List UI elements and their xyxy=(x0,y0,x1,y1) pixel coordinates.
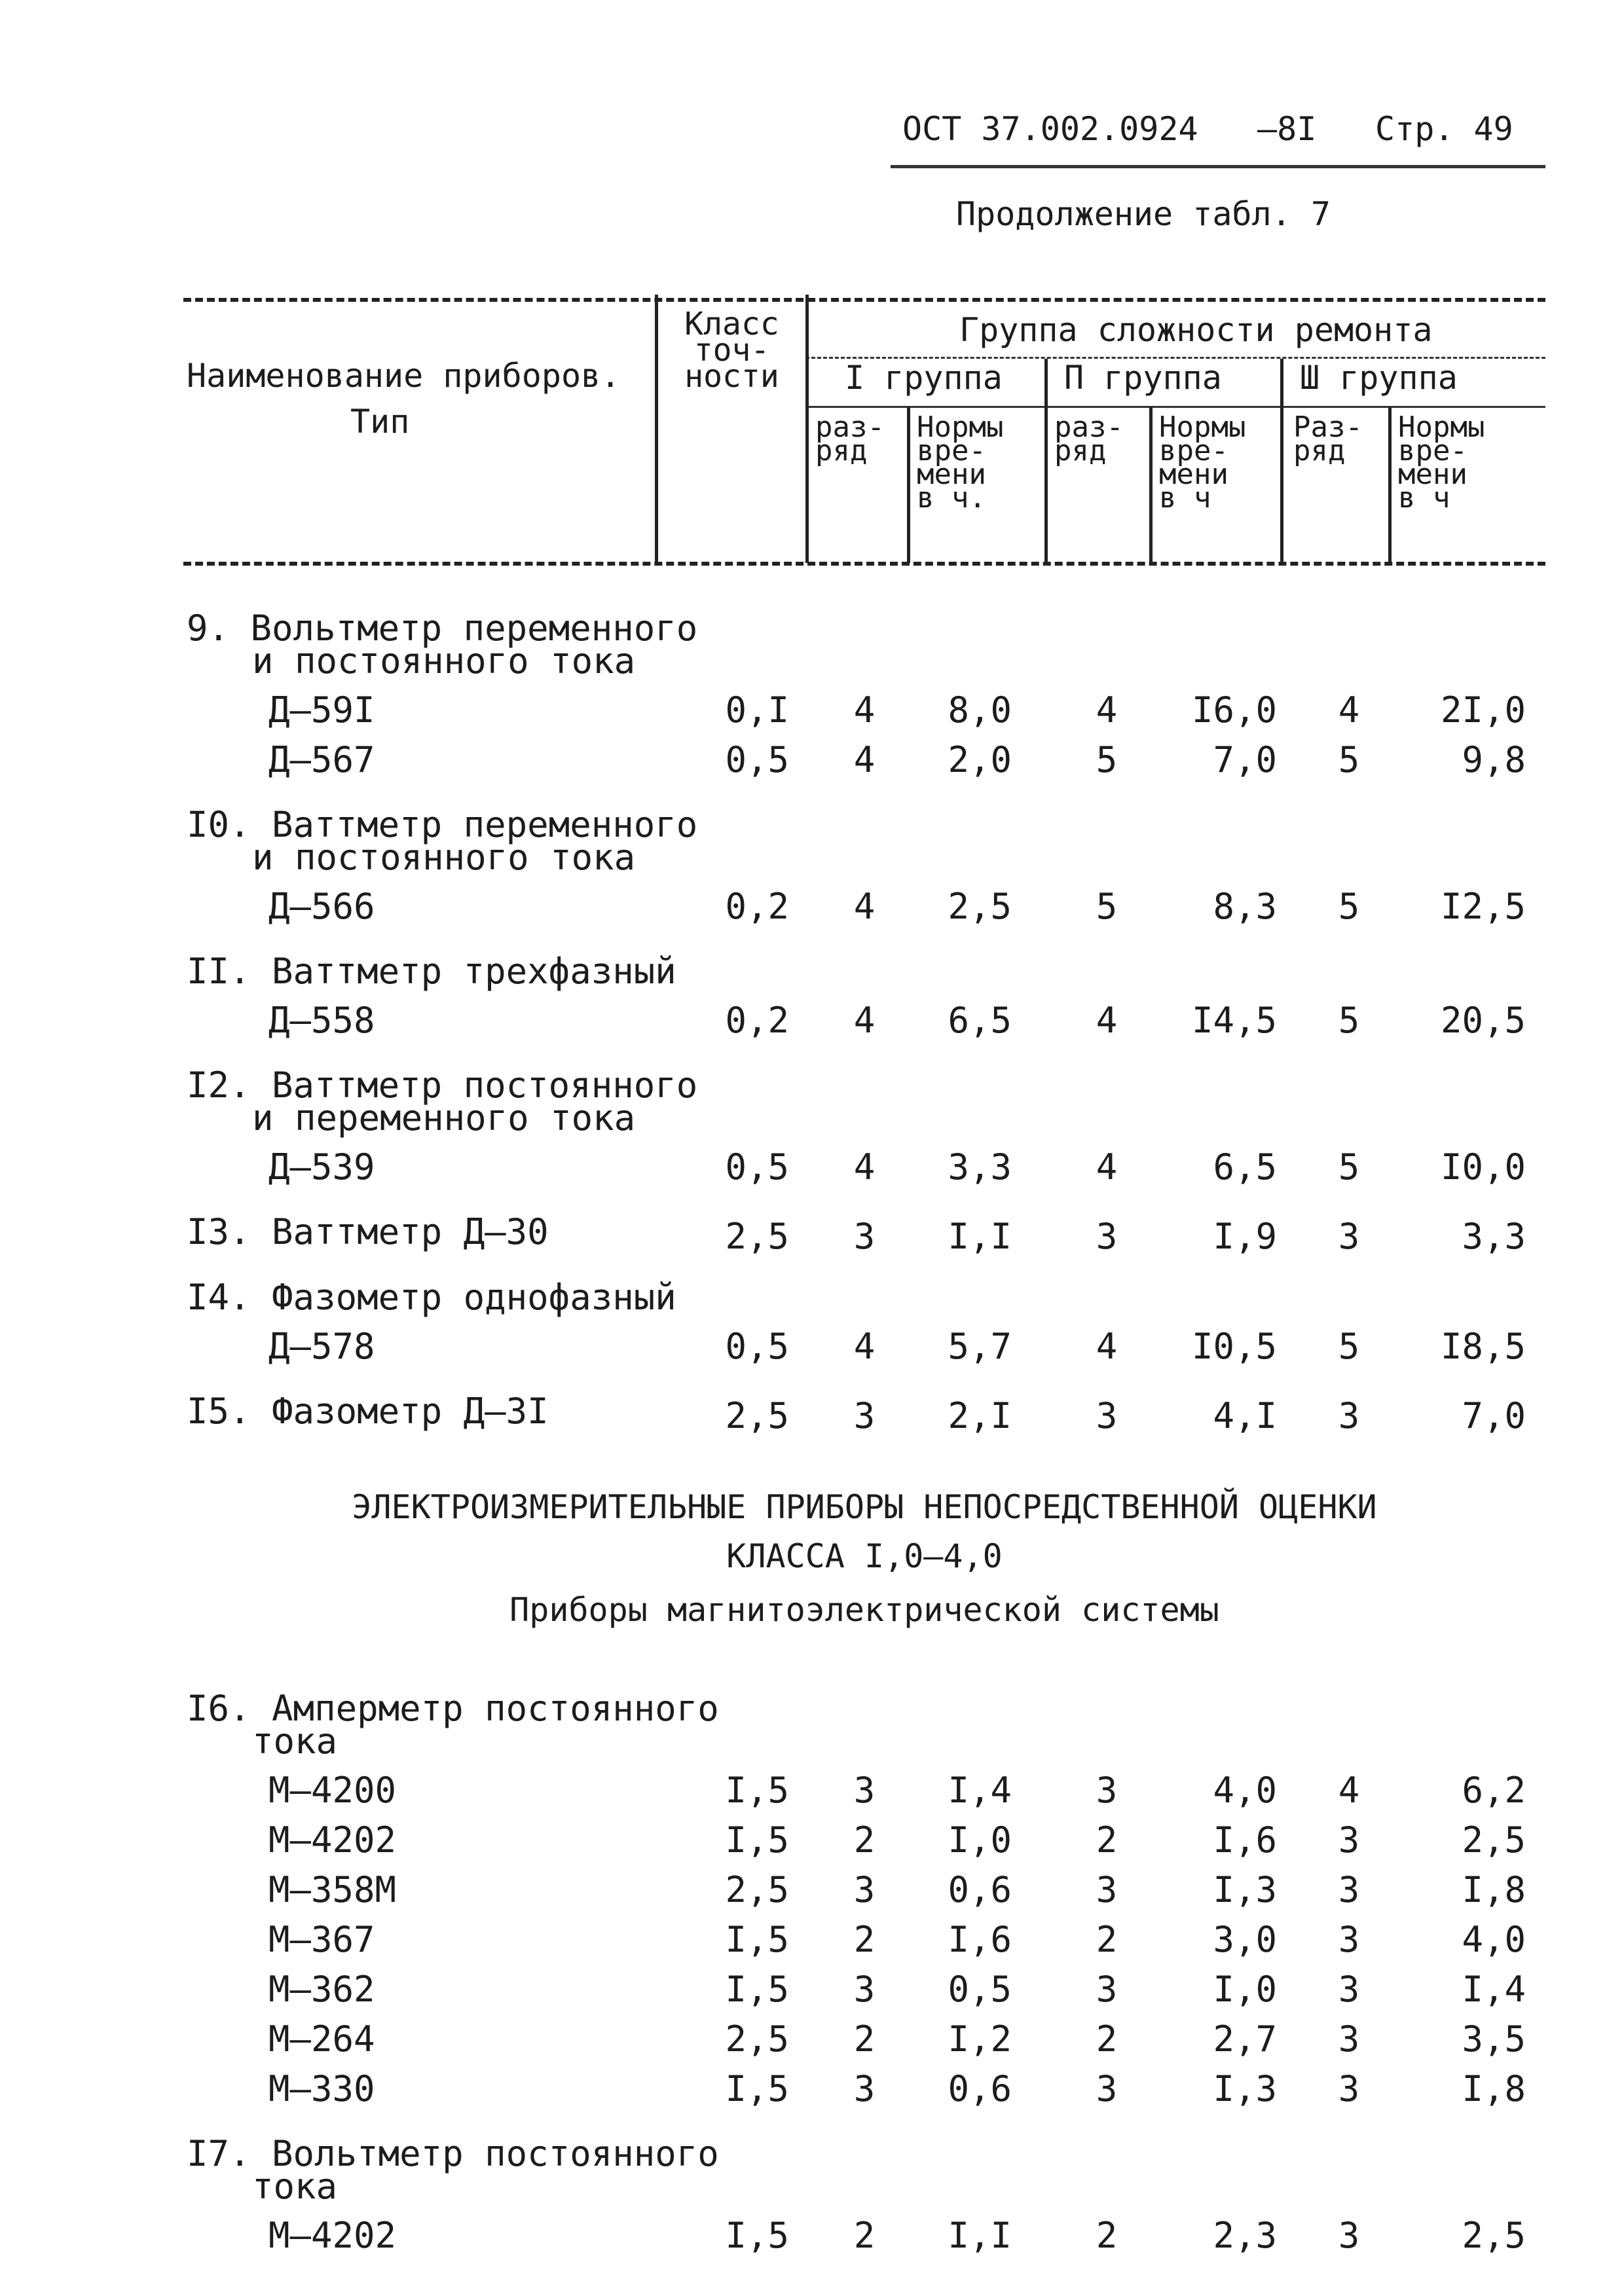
row-grade-2: 4 xyxy=(1096,1146,1118,1188)
row-grade-2: 3 xyxy=(1096,1969,1118,2010)
row-norm-3: 2I,0 xyxy=(1440,689,1526,731)
row-grade-1: 3 xyxy=(853,2068,876,2109)
row-norm-1: I,I xyxy=(948,2215,1012,2256)
row-type: М–264 xyxy=(268,2018,375,2060)
row-grade-3: 5 xyxy=(1338,739,1360,780)
row-grade-3: 3 xyxy=(1338,1919,1360,1960)
row-grade-3: 3 xyxy=(1338,1819,1360,1861)
row-grade-1: 3 xyxy=(853,1869,876,1910)
row-accuracy: 0,5 xyxy=(725,1146,789,1188)
row-type: М–362 xyxy=(268,1969,375,2010)
row-accuracy: I,5 xyxy=(725,1919,789,1960)
row-grade-3: 3 xyxy=(1338,2068,1360,2109)
row-norm-1: 2,I xyxy=(948,1395,1012,1436)
row-norm-1: I,2 xyxy=(948,2018,1012,2060)
row-norm-3: I,4 xyxy=(1462,1969,1526,2010)
row-grade-3: 3 xyxy=(1338,1395,1360,1436)
row-norm-2: I0,5 xyxy=(1191,1326,1277,1367)
row-norm-3: I0,0 xyxy=(1440,1146,1526,1188)
item-title: I0. Ваттметр переменного xyxy=(187,804,698,845)
row-grade-2: 4 xyxy=(1096,1326,1118,1367)
row-norm-2: I,0 xyxy=(1213,1969,1277,2010)
row-norm-1: 0,6 xyxy=(948,2068,1012,2109)
row-grade-2: 4 xyxy=(1096,1000,1118,1041)
col-header-grade-2: раз- ряд xyxy=(1054,410,1124,467)
row-grade-3: 3 xyxy=(1338,1869,1360,1910)
item-title: тока xyxy=(252,2166,338,2207)
row-type: Д–59I xyxy=(268,689,375,731)
col-header-group-2: П группа xyxy=(1064,359,1222,397)
standard-number: ОСТ 37.002.0924 xyxy=(902,110,1198,148)
item-title: I4. Фазометр однофазный xyxy=(187,1277,676,1318)
row-norm-2: 3,0 xyxy=(1213,1919,1277,1960)
row-grade-2: 3 xyxy=(1096,2068,1118,2109)
col-header-type: Тип xyxy=(350,403,410,441)
row-norm-2: I6,0 xyxy=(1191,689,1277,731)
item-title: I7. Вольтметр постоянного xyxy=(187,2133,719,2174)
col-header-group-1: I группа xyxy=(845,359,1003,397)
row-grade-3: 4 xyxy=(1338,1770,1360,1811)
row-accuracy: 0,5 xyxy=(725,1326,789,1367)
row-norm-1: I,6 xyxy=(948,1919,1012,1960)
row-norm-3: 2,5 xyxy=(1462,2215,1526,2256)
row-type: М–4202 xyxy=(268,1819,397,1861)
header-bottom-rule xyxy=(183,562,1545,566)
row-grade-3: 3 xyxy=(1338,1969,1360,2010)
item-title: I3. Ваттметр Д–30 xyxy=(187,1211,549,1252)
row-norm-2: I,9 xyxy=(1213,1216,1277,1257)
row-norm-3: 3,5 xyxy=(1462,2018,1526,2060)
row-norm-1: I,I xyxy=(948,1216,1012,1257)
row-grade-2: 2 xyxy=(1096,1919,1118,1960)
row-grade-1: 4 xyxy=(853,886,876,927)
col-header-group-3: Ш группа xyxy=(1300,359,1458,397)
row-norm-2: 6,5 xyxy=(1213,1146,1277,1188)
item-title: и постоянного тока xyxy=(252,837,636,878)
row-type: М–330 xyxy=(268,2068,375,2109)
item-title: и переменного тока xyxy=(252,1097,636,1139)
item-title: 9. Вольтметр переменного xyxy=(187,608,698,649)
row-norm-2: 2,7 xyxy=(1213,2018,1277,2060)
row-norm-2: 7,0 xyxy=(1213,739,1277,780)
col-sep-g2-norm xyxy=(1149,407,1153,563)
row-norm-1: 0,5 xyxy=(948,1969,1012,2010)
row-norm-3: 7,0 xyxy=(1462,1395,1526,1436)
col-sep-g2 xyxy=(1044,359,1048,563)
row-accuracy: I,5 xyxy=(725,1770,789,1811)
row-norm-3: I8,5 xyxy=(1440,1326,1526,1367)
header-top-rule xyxy=(183,298,1545,302)
col-header-norm-1: Нормы вре- мени в ч. xyxy=(917,410,1004,515)
row-norm-1: I,0 xyxy=(948,1819,1012,1861)
row-norm-2: I,3 xyxy=(1213,2068,1277,2109)
row-grade-1: 4 xyxy=(853,1000,876,1041)
row-norm-3: 6,2 xyxy=(1462,1770,1526,1811)
item-title: I6. Амперметр постоянного xyxy=(187,1688,719,1729)
row-grade-3: 3 xyxy=(1338,1216,1360,1257)
item-title: тока xyxy=(252,1721,338,1762)
row-grade-1: 4 xyxy=(853,739,876,780)
row-norm-1: 2,0 xyxy=(948,739,1012,780)
row-grade-2: 4 xyxy=(1096,689,1118,731)
row-type: М–358М xyxy=(268,1869,397,1910)
table-caption: Продолжение табл. 7 xyxy=(956,195,1331,233)
row-grade-1: 4 xyxy=(853,1326,876,1367)
row-grade-1: 2 xyxy=(853,2215,876,2256)
row-accuracy: 2,5 xyxy=(725,1395,789,1436)
row-accuracy: 2,5 xyxy=(725,1869,789,1910)
row-grade-1: 2 xyxy=(853,2018,876,2060)
row-accuracy: I,5 xyxy=(725,2215,789,2256)
row-grade-3: 5 xyxy=(1338,1326,1360,1367)
row-grade-2: 2 xyxy=(1096,1819,1118,1861)
row-grade-1: 3 xyxy=(853,1770,876,1811)
row-norm-1: 6,5 xyxy=(948,1000,1012,1041)
row-grade-1: 3 xyxy=(853,1216,876,1257)
row-grade-2: 2 xyxy=(1096,2215,1118,2256)
row-norm-2: 2,3 xyxy=(1213,2215,1277,2256)
row-grade-3: 3 xyxy=(1338,2018,1360,2060)
row-type: М–4200 xyxy=(268,1770,397,1811)
row-accuracy: 2,5 xyxy=(725,1216,789,1257)
row-norm-2: 4,I xyxy=(1213,1395,1277,1436)
row-accuracy: I,5 xyxy=(725,1969,789,2010)
row-accuracy: I,5 xyxy=(725,1819,789,1861)
row-norm-3: I2,5 xyxy=(1440,886,1526,927)
row-norm-1: I,4 xyxy=(948,1770,1012,1811)
row-accuracy: 0,5 xyxy=(725,739,789,780)
row-norm-2: 4,0 xyxy=(1213,1770,1277,1811)
row-type: Д–539 xyxy=(268,1146,375,1188)
row-norm-2: I4,5 xyxy=(1191,1000,1277,1041)
row-accuracy: 2,5 xyxy=(725,2018,789,2060)
row-accuracy: 0,I xyxy=(725,689,789,731)
row-grade-2: 3 xyxy=(1096,1395,1118,1436)
row-grade-3: 4 xyxy=(1338,689,1360,731)
row-grade-3: 3 xyxy=(1338,2215,1360,2256)
col-header-norm-2: Нормы вре- мени в ч xyxy=(1159,410,1246,515)
row-grade-1: 4 xyxy=(853,689,876,731)
row-grade-2: 5 xyxy=(1096,886,1118,927)
groups-rule xyxy=(805,406,1545,408)
section-title: ЭЛЕКТРОИЗМЕРИТЕЛЬНЫЕ ПРИБОРЫ НЕПОСРЕДСТВЕННОЙ ОЦЕНКИ КЛАССА I,0–4,0 xyxy=(352,1488,1377,1575)
standard-year: –8I xyxy=(1257,110,1317,148)
row-type: Д–566 xyxy=(268,886,375,927)
row-norm-3: 2,5 xyxy=(1462,1819,1526,1861)
col-header-accuracy: Класс точ- ности xyxy=(684,306,779,395)
row-grade-1: 3 xyxy=(853,1969,876,2010)
row-grade-3: 5 xyxy=(1338,886,1360,927)
row-accuracy: 0,2 xyxy=(725,1000,789,1041)
header-underline xyxy=(891,165,1545,168)
row-norm-1: 0,6 xyxy=(948,1869,1012,1910)
col-header-grade-1: раз- ряд xyxy=(815,410,885,467)
row-norm-1: 5,7 xyxy=(948,1326,1012,1367)
row-norm-3: 20,5 xyxy=(1440,1000,1526,1041)
row-grade-3: 5 xyxy=(1338,1000,1360,1041)
row-accuracy: I,5 xyxy=(725,2068,789,2109)
row-norm-2: I,6 xyxy=(1213,1819,1277,1861)
row-type: М–4202 xyxy=(268,2215,397,2256)
row-grade-2: 3 xyxy=(1096,1216,1118,1257)
col-header-grade-3: Раз- ряд xyxy=(1293,410,1363,467)
row-type: Д–558 xyxy=(268,1000,375,1041)
col-header-norm-3: Нормы вре- мени в ч xyxy=(1398,410,1485,515)
row-norm-1: 2,5 xyxy=(948,886,1012,927)
col-sep-g3-norm xyxy=(1388,407,1392,563)
row-norm-2: I,3 xyxy=(1213,1869,1277,1910)
row-grade-1: 2 xyxy=(853,1919,876,1960)
row-grade-2: 5 xyxy=(1096,739,1118,780)
col-sep-name xyxy=(655,295,658,563)
row-norm-3: I,8 xyxy=(1462,1869,1526,1910)
col-sep-g3 xyxy=(1280,359,1283,563)
row-norm-3: I,8 xyxy=(1462,2068,1526,2109)
page-number: Стр. 49 xyxy=(1375,110,1513,148)
row-type: М–367 xyxy=(268,1919,375,1960)
row-grade-1: 4 xyxy=(853,1146,876,1188)
row-norm-2: 8,3 xyxy=(1213,886,1277,927)
row-norm-3: 9,8 xyxy=(1462,739,1526,780)
row-accuracy: 0,2 xyxy=(725,886,789,927)
col-header-group-title: Группа сложности ремонта xyxy=(959,311,1433,349)
item-title: II. Ваттметр трехфазный xyxy=(187,951,676,992)
row-grade-1: 3 xyxy=(853,1395,876,1436)
row-norm-3: 3,3 xyxy=(1462,1216,1526,1257)
row-grade-1: 2 xyxy=(853,1819,876,1861)
row-type: Д–578 xyxy=(268,1326,375,1367)
col-sep-g1-norm xyxy=(907,407,910,563)
row-type: Д–567 xyxy=(268,739,375,780)
row-grade-2: 3 xyxy=(1096,1869,1118,1910)
item-title: I5. Фазометр Д–3I xyxy=(187,1391,549,1432)
row-grade-3: 5 xyxy=(1338,1146,1360,1188)
row-norm-1: 8,0 xyxy=(948,689,1012,731)
row-grade-2: 2 xyxy=(1096,2018,1118,2060)
col-header-name: Наименование приборов. xyxy=(187,357,621,395)
item-title: I2. Ваттметр постоянного xyxy=(187,1065,698,1106)
item-title: и постоянного тока xyxy=(252,640,636,682)
row-norm-3: 4,0 xyxy=(1462,1919,1526,1960)
row-grade-2: 3 xyxy=(1096,1770,1118,1811)
row-norm-1: 3,3 xyxy=(948,1146,1012,1188)
subsection-title: Приборы магнитоэлектрической системы xyxy=(509,1591,1219,1629)
col-sep-accuracy xyxy=(805,295,809,563)
